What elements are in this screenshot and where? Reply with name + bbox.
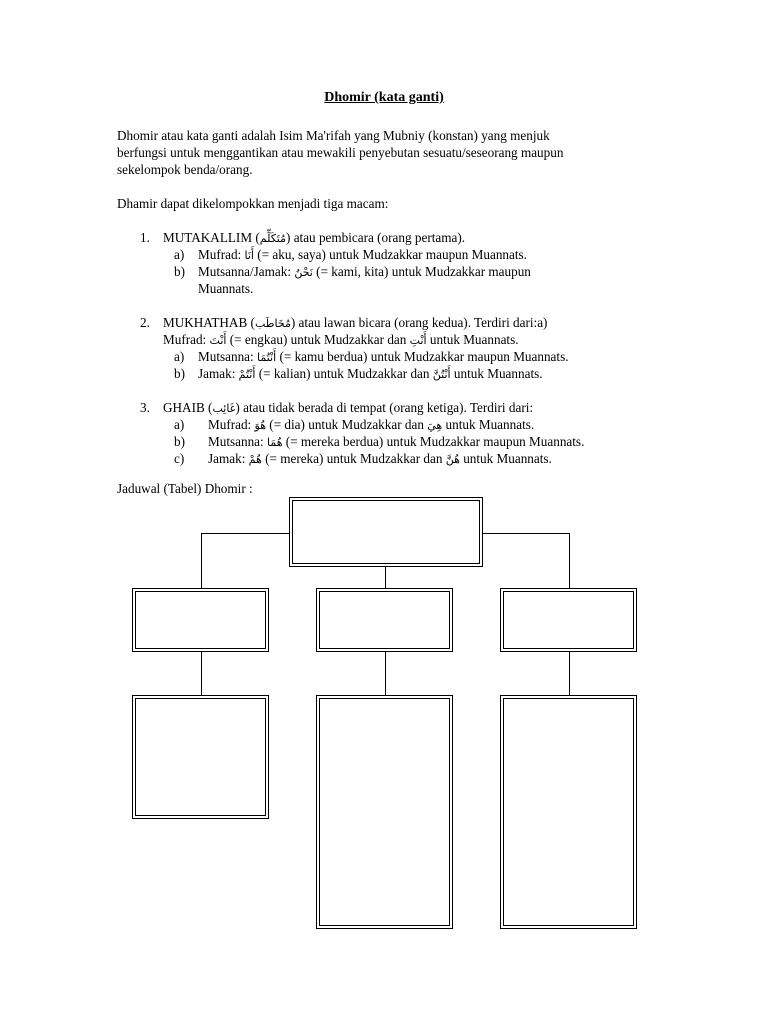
connector-center-down: [385, 567, 386, 588]
section-1-item-b: Mutsanna/Jamak: نَحْنُ (= kami, kita) untuk Mudzakkar maupun: [198, 264, 531, 279]
connector-root-left: [201, 533, 289, 534]
section-2-item-a: Mutsanna: أَنْتُمَا (= kamu berdua) untuk Mudzakkar maupun Muannats.: [198, 349, 569, 364]
section-2-item-b-mark: b): [174, 366, 185, 381]
root-box: [289, 497, 483, 567]
section-2-item-a-mark: a): [174, 349, 185, 364]
section-1-item-a: Mufrad: أَنَا (= aku, saya) untuk Mudzakkar maupun Muannats.: [198, 247, 527, 262]
level2-box-right: [500, 588, 637, 652]
section-3-item-c-mark: c): [174, 451, 185, 466]
section-1-item-b-mark: b): [174, 264, 185, 279]
intro-line-2: berfungsi untuk menggantikan atau mewakili penyebutan sesuatu/seseorang maupun: [117, 145, 564, 160]
section-1-item-b-cont: Muannats.: [198, 281, 254, 296]
section-2-mufrad-line: Mufrad: أَنْتَ (= engkau) untuk Mudzakkar dan أَنْتِ untuk Muannats.: [163, 332, 519, 347]
connector-right-lower: [569, 652, 570, 695]
connector-root-right: [483, 533, 569, 534]
section-3-item-b-mark: b): [174, 434, 185, 449]
level2-box-center: [316, 588, 453, 652]
connector-left-lower: [201, 652, 202, 695]
level3-box-center: [316, 695, 453, 929]
section-1-item-a-mark: a): [174, 247, 185, 262]
section-3-number: 3.: [140, 400, 150, 415]
section-3-item-a: Mufrad: هُوَ (= dia) untuk Mudzakkar dan هِيَ untuk Muannats.: [208, 417, 535, 432]
section-3-heading: GHAIB (غَائِب) atau tidak berada di tempat (orang ketiga). Terdiri dari:: [163, 400, 534, 415]
connector-center-lower: [385, 652, 386, 695]
level2-box-left: [132, 588, 269, 652]
section-1-number: 1.: [140, 230, 150, 245]
level3-box-left: [132, 695, 269, 819]
section-3-item-a-mark: a): [174, 417, 185, 432]
page-title: Dhomir (kata ganti): [324, 90, 444, 105]
section-3-item-c: Jamak: هُمْ (= mereka) untuk Mudzakkar dan هُنَّ untuk Muannats.: [208, 451, 552, 466]
section-3-item-b: Mutsanna: هُمَا (= mereka berdua) untuk Mudzakkar maupun Muannats.: [208, 434, 585, 449]
connector-left-down: [201, 533, 202, 588]
groups-intro: Dhamir dapat dikelompokkan menjadi tiga macam:: [117, 196, 389, 211]
level3-box-right: [500, 695, 637, 929]
table-caption: Jaduwal (Tabel) Dhomir :: [117, 481, 253, 496]
section-2-number: 2.: [140, 315, 150, 330]
section-1-heading: MUTAKALLIM (مُتَكَلِّم) atau pembicara (orang pertama).: [163, 230, 466, 245]
connector-right-down: [569, 533, 570, 588]
intro-line-3: sekelompok benda/orang.: [117, 162, 253, 177]
section-2-item-b: Jamak: أَنْتُمْ (= kalian) untuk Mudzakkar dan أَنْتُنَّ untuk Muannats.: [198, 366, 543, 381]
section-2-heading: MUKHATHAB (مُخَاطَب) atau lawan bicara (orang kedua). Terdiri dari:a): [163, 315, 548, 330]
intro-line-1: Dhomir atau kata ganti adalah Isim Ma'rifah yang Mubniy (konstan) yang menjuk: [117, 128, 550, 143]
